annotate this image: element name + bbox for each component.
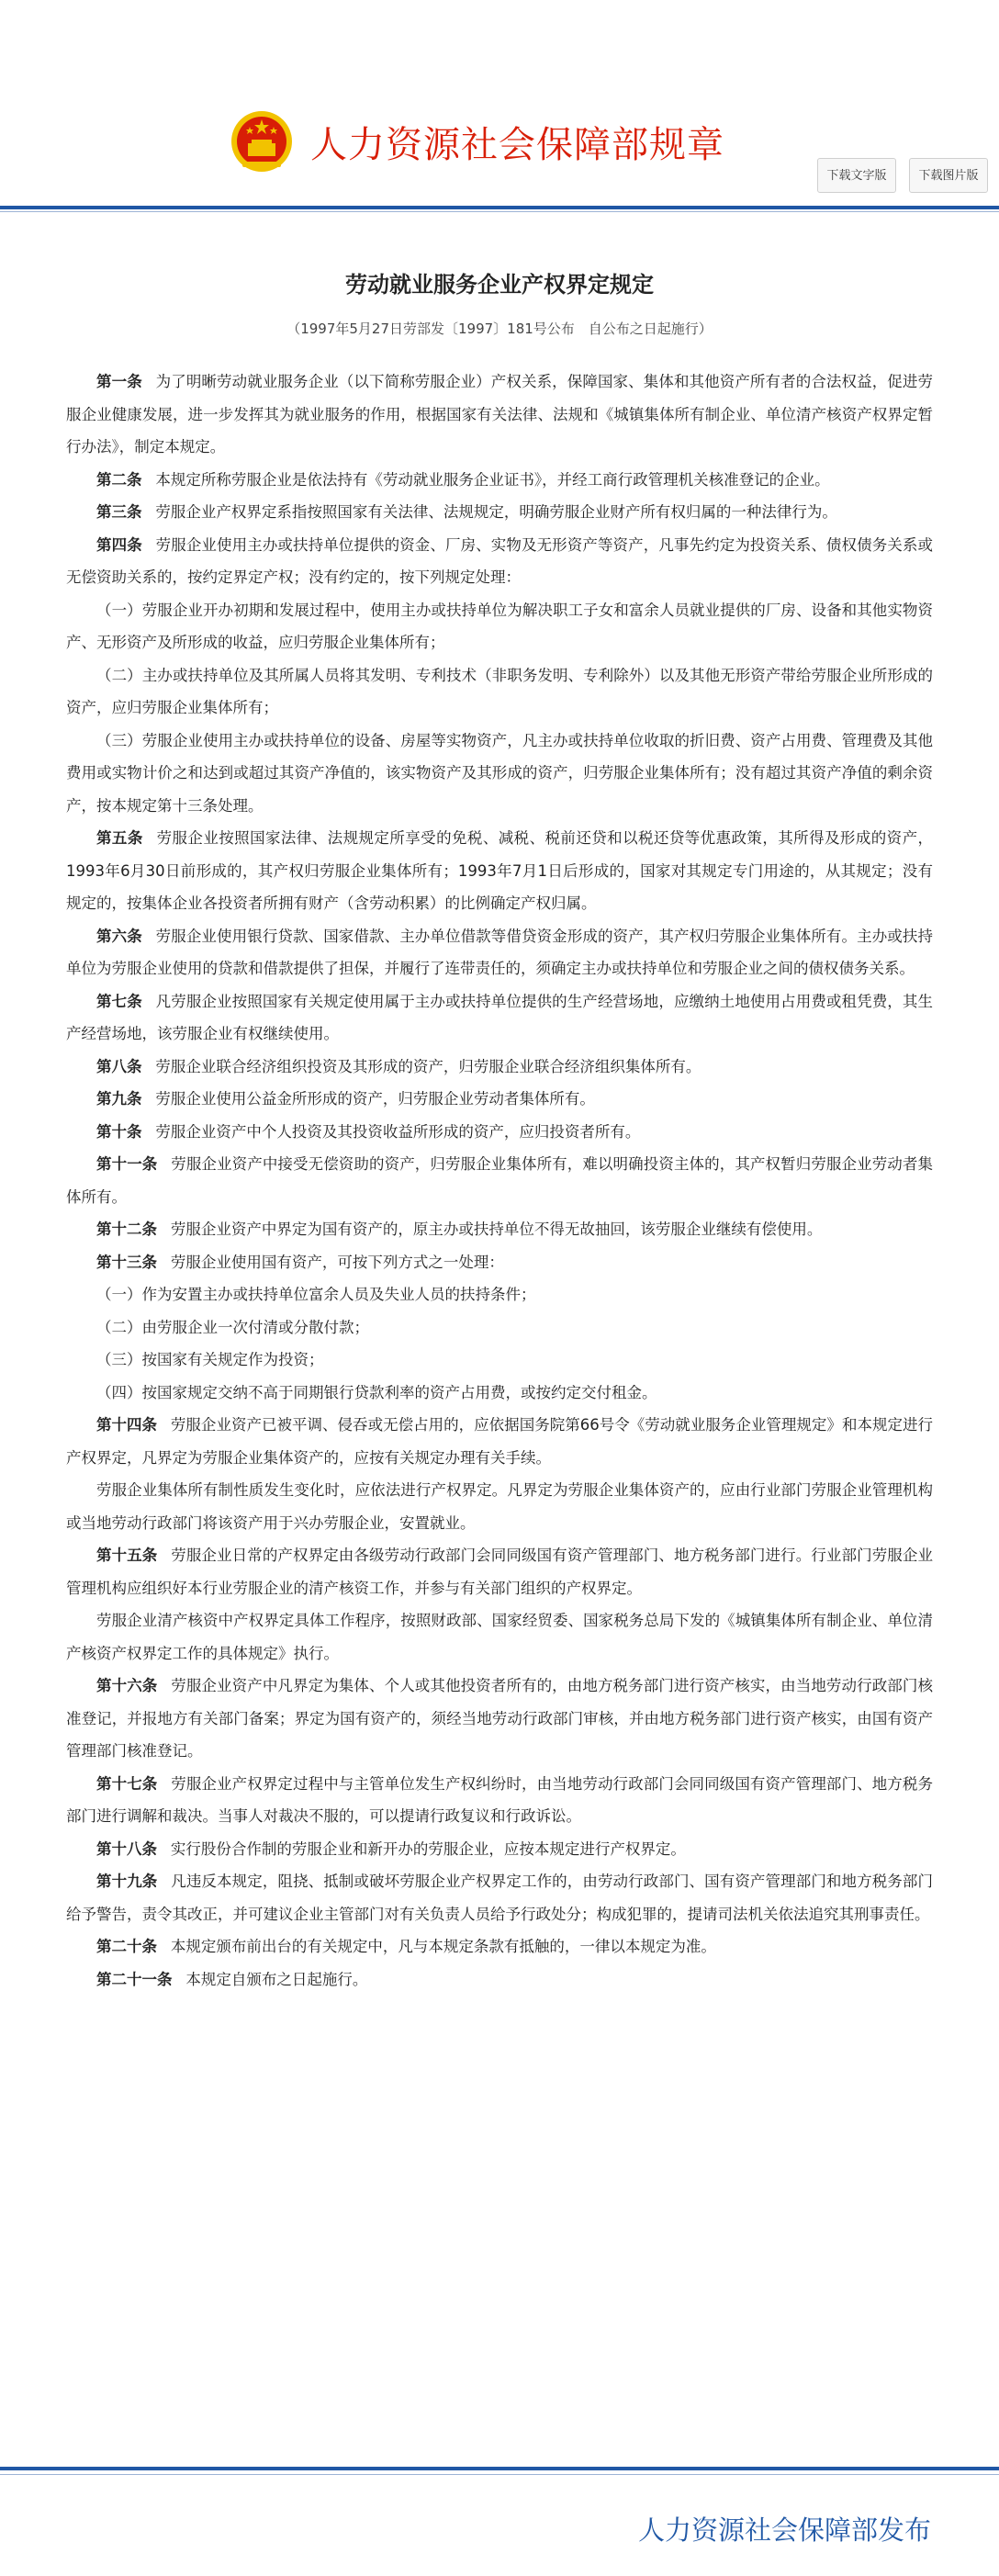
brand-title: 人力资源社会保障部规章 — [310, 124, 724, 166]
article-text: 劳服企业日常的产权界定由各级劳动行政部门会同同级国有资产管理部门、地方税务部门进行。行业部门劳服企业管理机构应组织好本行业劳服企业的清产核资工作，并参与有关部门组织的产权界定。 — [66, 1547, 934, 1597]
article-text: 本规定所称劳服企业是依法持有《劳动就业服务企业证书》，并经工商行政管理机关核准登记的企业。 — [155, 470, 830, 489]
article-paragraph — [66, 1768, 933, 1833]
article-number: 第十五条 — [96, 1547, 158, 1564]
article-paragraph — [66, 1539, 933, 1604]
article-text: 劳服企业产权界定系指按照国家有关法律、法规规定，明确劳服企业财产所有权归属的一种法律行为。 — [155, 503, 837, 521]
article-number: 第十八条 — [96, 1839, 157, 1858]
article-text: 为了明晰劳动就业服务企业（以下简称劳服企业）产权关系，保障国家、集体和其他资产所有者的合法权益，促进劳服企业健康发展，进一步发挥其为就业服务的作用，根据国家有关法律、法规和《城镇集体所有制企业、单位清产核资产权界定暂行办法》，制定本规定。 — [66, 373, 934, 456]
article-text: 劳服企业集体所有制性质发生变化时，应依法进行产权界定。凡界定为劳服企业集体资产的，应由行业部门劳服企业管理机构或当地劳动行政部门将该资产用于兴办劳服企业，安置就业。 — [66, 1481, 933, 1532]
article-number: 第三条 — [96, 503, 142, 521]
header-divider-thin — [0, 211, 999, 212]
article-text: 劳服企业资产中界定为国有资产的，原主办或扶持单位不得无故抽回，该劳服企业继续有偿使用。 — [170, 1221, 823, 1238]
article-subparagraph — [66, 594, 933, 659]
document-title: 劳动就业服务企业产权界定规定 — [345, 272, 654, 298]
download-image-version-button[interactable]: 下载图片版 — [909, 158, 988, 193]
article-text: 本规定颁布前出台的有关规定中，凡与本规定条款有抵触的，一律以本规定为准。 — [170, 1938, 716, 1955]
article-number: 第十三条 — [96, 1253, 157, 1271]
article-text: 本规定自颁布之日起施行。 — [185, 1970, 368, 1988]
article-number: 第七条 — [96, 992, 142, 1010]
article-paragraph — [66, 1670, 933, 1768]
article-paragraph — [66, 1865, 933, 1930]
article-text: 凡劳服企业按照国家有关规定使用属于主办或扶持单位提供的生产经营场地，应缴纳土地使用占用费或租凭费，其生产经营场地，该劳服企业有权继续使用。 — [66, 992, 934, 1042]
article-text: （三）按国家有关规定作为投资； — [96, 1351, 324, 1368]
article-text: 劳服企业使用公益金所形成的资产，归劳服企业劳动者集体所有。 — [155, 1090, 595, 1108]
article-paragraph — [66, 1213, 933, 1246]
article-number: 第八条 — [96, 1057, 142, 1075]
article-number: 第十一条 — [96, 1155, 158, 1173]
article-number: 第二条 — [96, 470, 142, 489]
article-text: 劳服企业资产中凡界定为集体、个人或其他投资者所有的，由地方税务部门进行资产核实，由当地劳动行政部门核准登记，并报地方有关部门备案；界定为国有资产的，须经当地劳动行政部门审核，并由地方税务部门进行资产核实，由国有资产管理部门核准登记。 — [66, 1677, 934, 1760]
article-number: 第五条 — [96, 829, 143, 847]
national-emblem-icon — [230, 108, 294, 174]
article-paragraph — [66, 1409, 933, 1474]
page-header — [0, 0, 999, 209]
article-paragraph — [66, 1246, 933, 1279]
article-paragraph — [66, 1148, 933, 1213]
article-text: 劳服企业按照国家法律、法规规定所享受的免税、减税、税前还贷和以税还贷等优惠政策，其所得及形成的资产，1993年6月30日前形成的，其产权归劳服企业集体所有；1993年7月1日后形成的，国家对其规定专门用途的，从其规定；没有规定的，按集体企业各投资者所拥有财产（含劳动积累）的比例确定产权归属。 — [66, 829, 934, 912]
article-paragraph — [66, 1116, 933, 1149]
article-number: 第二十条 — [96, 1938, 157, 1955]
article-subparagraph — [66, 1311, 933, 1344]
article-paragraph — [66, 822, 933, 920]
article-text: 劳服企业清产核资中产权界定具体工作程序，按照财政部、国家经贸委、国家税务总局下发的《城镇集体所有制企业、单位清产核资产权界定工作的具体规定》执行。 — [66, 1612, 933, 1662]
article-paragraph — [66, 1083, 933, 1116]
article-text: 劳服企业资产已被平调、侵吞或无偿占用的，应依据国务院第66号令《劳动就业服务企业管理规定》和本规定进行产权界定，凡界定为劳服企业集体资产的，应按有关规定办理有关手续。 — [66, 1416, 934, 1467]
article-number: 第九条 — [96, 1090, 142, 1108]
article-text: 实行股份合作制的劳服企业和新开办的劳服企业，应按本规定进行产权界定。 — [170, 1839, 686, 1858]
article-number: 第六条 — [96, 927, 142, 945]
article-subparagraph — [66, 659, 933, 725]
article-paragraph — [66, 1833, 933, 1866]
article-text: 劳服企业使用主办或扶持单位提供的资金、厂房、实物及无形资产等资产，凡事先约定为投资关系、债权债务关系或无偿资助关系的，按约定界定产权；没有约定的，按下列规定处理： — [66, 535, 934, 586]
article-number: 第十六条 — [96, 1677, 158, 1694]
article-subparagraph — [66, 725, 933, 823]
footer-divider-thin — [0, 2474, 999, 2475]
article-subparagraph — [66, 1604, 933, 1670]
article-number: 第四条 — [96, 535, 142, 554]
article-text: （四）按国家规定交纳不高于同期银行贷款利率的资产占用费，或按约定交付租金。 — [96, 1383, 657, 1401]
article-paragraph — [66, 529, 933, 594]
article-text: （二）由劳服企业一次付清或分散付款； — [96, 1318, 369, 1336]
article-text: 劳服企业使用国有资产，可按下列方式之一处理： — [170, 1253, 504, 1271]
article-paragraph — [66, 464, 933, 497]
article-text: 劳服企业资产中接受无偿资助的资产，归劳服企业集体所有，难以明确投资主体的，其产权暂归劳服企业劳动者集体所有。 — [66, 1155, 934, 1206]
article-number: 第十四条 — [96, 1416, 158, 1434]
footer-divider — [0, 2467, 999, 2470]
article-text: （一）作为安置主办或扶持单位富余人员及失业人员的扶持条件； — [96, 1286, 536, 1303]
footer-brand: 人力资源社会保障部发布 — [637, 2514, 931, 2546]
download-text-version-button[interactable]: 下载文字版 — [817, 158, 896, 193]
article-paragraph — [66, 1963, 933, 1997]
article-text: 劳服企业产权界定过程中与主管单位发生产权纠纷时，由当地劳动行政部门会同同级国有资产管理部门、地方税务部门进行调解和裁决。当事人对裁决不服的，可以提请行政复议和行政诉讼。 — [66, 1774, 934, 1825]
article-paragraph — [66, 366, 933, 464]
article-paragraph — [66, 1051, 933, 1084]
article-number: 第十条 — [96, 1122, 142, 1141]
article-number: 第十九条 — [96, 1873, 158, 1890]
article-number: 第十二条 — [96, 1221, 157, 1238]
article-text: 劳服企业联合经济组织投资及其形成的资产，归劳服企业联合经济组织集体所有。 — [155, 1057, 702, 1075]
article-subparagraph — [66, 1344, 933, 1377]
article-text: （一）劳服企业开办初期和发展过程中，使用主办或扶持单位为解决职工子女和富余人员就业提供的厂房、设备和其他实物资产、无形资产及所形成的收益，应归劳服企业集体所有； — [66, 601, 933, 651]
article-subparagraph — [66, 1474, 933, 1539]
article-text: 劳服企业使用银行贷款、国家借款、主办单位借款等借贷资金形成的资产，其产权归劳服企业集体所有。主办或扶持单位为劳服企业使用的贷款和借款提供了担保，并履行了连带责任的，须确定主办或扶持单位和劳服企业之间的债权债务关系。 — [66, 927, 934, 977]
article-paragraph — [66, 920, 933, 985]
document-subtitle: （1997年5月27日劳部发〔1997〕181号公布 自公布之日起施行） — [286, 321, 713, 337]
article-number: 第一条 — [96, 373, 142, 390]
article-subparagraph — [66, 1278, 933, 1311]
article-subparagraph — [66, 1377, 933, 1410]
article-text: 凡违反本规定，阻挠、抵制或破坏劳服企业产权界定工作的，由劳动行政部门、国有资产管理部门和地方税务部门给予警告，责令其改正，并可建议企业主管部门对有关负责人员给予行政处分；构成犯罪的，提请司法机关依法追究其刑事责任。 — [66, 1873, 934, 1923]
header-divider — [0, 206, 999, 209]
article-paragraph — [66, 985, 933, 1051]
article-text: （三）劳服企业使用主办或扶持单位的设备、房屋等实物资产，凡主办或扶持单位收取的折旧费、资产占用费、管理费及其他费用或实物计价之和达到或超过其资产净值的，该实物资产及其形成的资产，归劳服企业集体所有；没有超过其资产净值的剩余资产，按本规定第十三条处理。 — [66, 731, 933, 815]
article-paragraph — [66, 496, 933, 529]
article-text: 劳服企业资产中个人投资及其投资收益所形成的资产，应归投资者所有。 — [155, 1122, 641, 1141]
article-number: 第十七条 — [96, 1774, 158, 1793]
article-number: 第二十一条 — [96, 1970, 173, 1988]
article-text: （二）主办或扶持单位及其所属人员将其发明、专利技术（非职务发明、专利除外）以及其他无形资产带给劳服企业所形成的资产，应归劳服企业集体所有； — [66, 666, 933, 716]
article-paragraph — [66, 1930, 933, 1963]
document-body — [66, 366, 933, 1996]
